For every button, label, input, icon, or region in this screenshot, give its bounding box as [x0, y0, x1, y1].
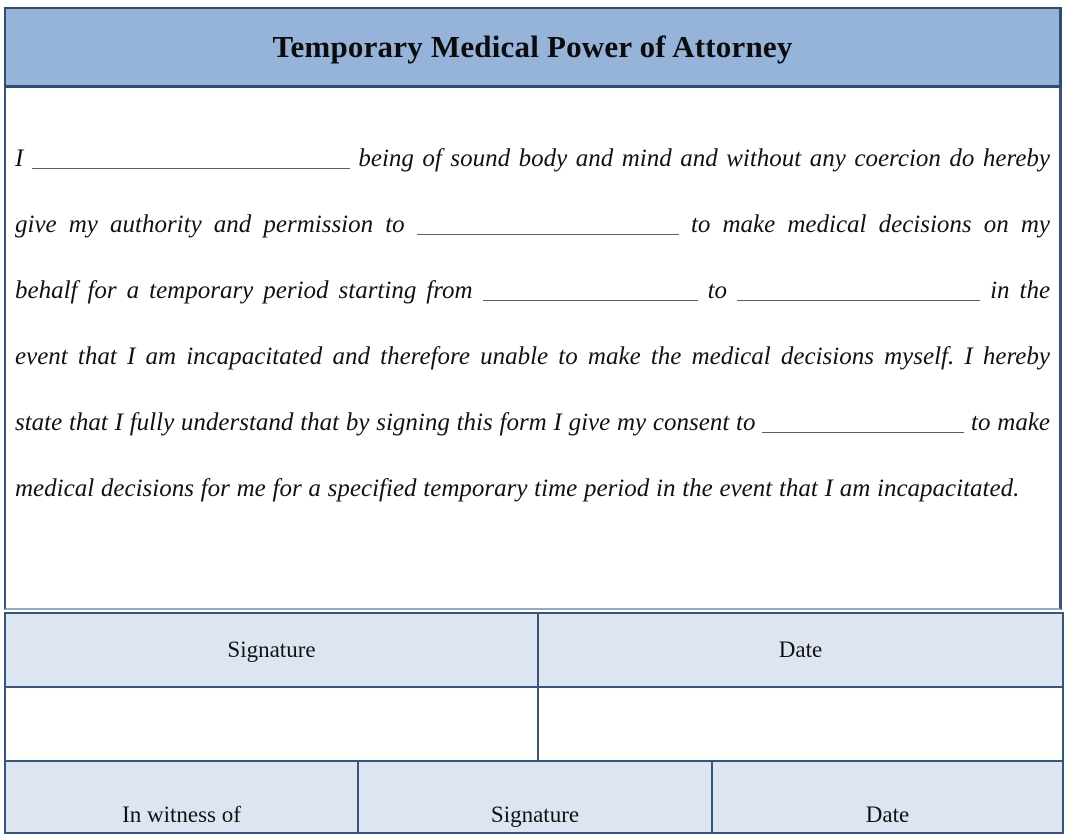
witness-table — [4, 760, 1064, 834]
text-segment-3: to make medical decisions on my behalf for a temporary period starting from — [15, 211, 1051, 304]
signature-table — [4, 612, 1064, 762]
text-segment-1: I — [15, 145, 24, 172]
witness-date-label: Date — [865, 802, 910, 827]
end-date-blank[interactable] — [737, 279, 980, 301]
column-header-date: Date — [538, 613, 1063, 687]
document-body — [4, 88, 1062, 610]
column-header-witness-signature — [358, 761, 712, 833]
table-header-row — [5, 761, 1063, 833]
text-segment-5: in the event that I am incapacitated and therefore unable to make the medical decisions myself. I hereby state that I fully understand that by signing this form I give my consent to — [15, 277, 1051, 436]
start-date-blank[interactable] — [483, 279, 698, 301]
column-header-signature: Signature — [5, 613, 538, 687]
consent-agent-name-blank[interactable] — [762, 411, 964, 433]
text-segment-4: to — [707, 277, 728, 304]
column-header-witness-date — [712, 761, 1063, 833]
authorization-paragraph — [15, 126, 1050, 522]
date-input-cell[interactable] — [538, 687, 1063, 761]
document-header-banner — [4, 7, 1062, 88]
witness-signature-label: Signature — [490, 802, 580, 827]
column-header-in-witness-of — [5, 761, 358, 833]
agent-name-blank[interactable] — [417, 213, 679, 235]
table-row — [5, 687, 1063, 761]
principal-name-blank[interactable] — [32, 147, 350, 169]
text-segment-6: to make medical decisions for me for a specified temporary time period in the event that I am incapacitated. — [15, 409, 1051, 502]
signature-input-cell[interactable] — [5, 687, 538, 761]
table-header-row — [5, 613, 1063, 687]
text-segment-2: being of sound body and mind and without any coercion do hereby give my authority and permission to — [15, 145, 1051, 238]
page-title: Temporary Medical Power of Attorney — [272, 29, 793, 64]
in-witness-of-label: In witness of — [122, 802, 241, 827]
